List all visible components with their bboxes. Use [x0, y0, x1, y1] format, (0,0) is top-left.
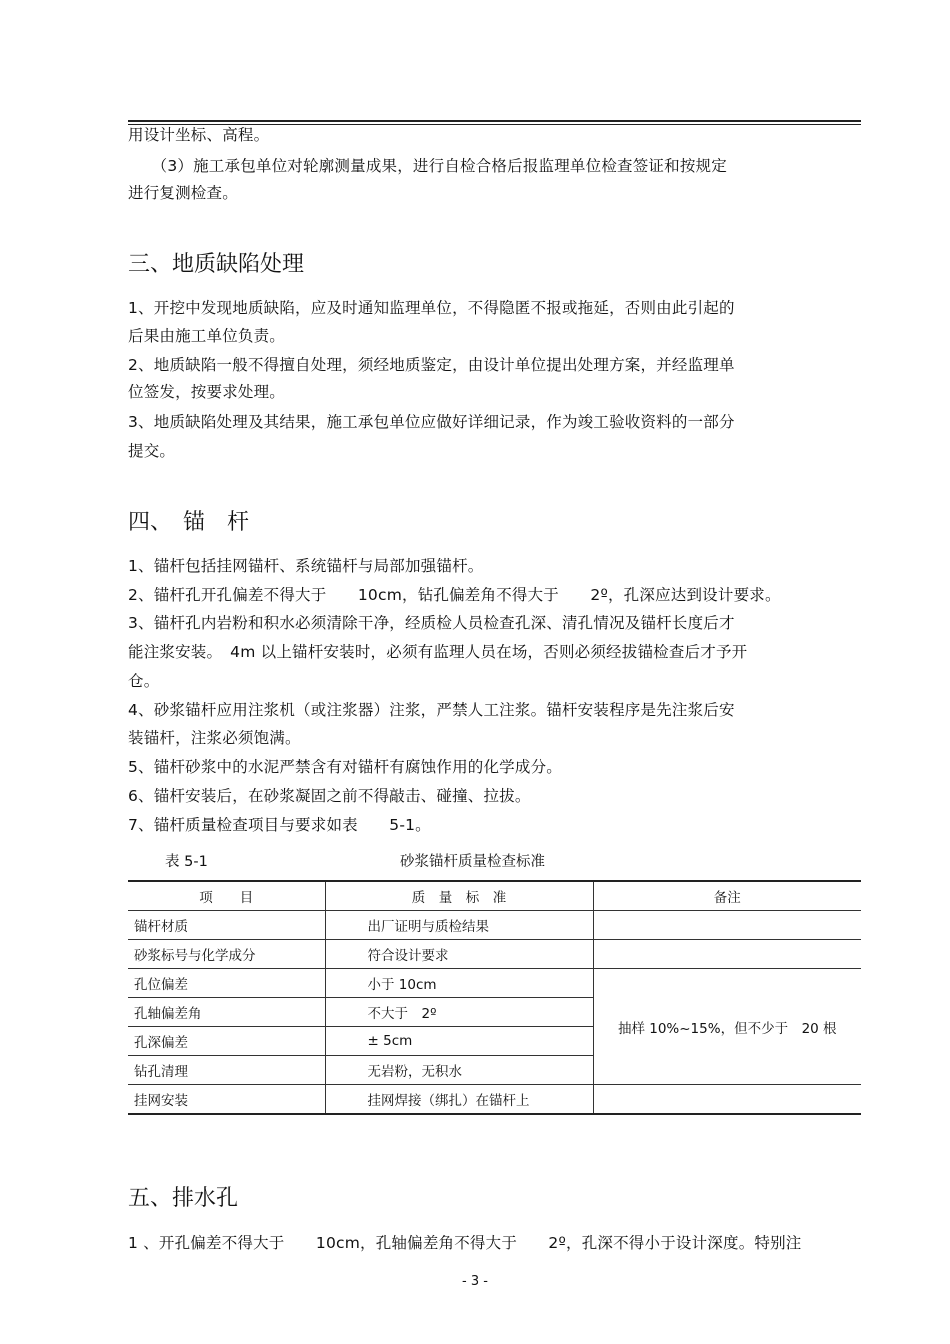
text-line: 仓。 — [128, 672, 160, 690]
text-line: 2、锚杆孔开孔偏差不得大于 10cm，钻孔偏差角不得大于 2º，孔深应达到设计要求。 — [128, 586, 781, 604]
table-caption: 砂浆锚杆质量检查标准 — [400, 854, 545, 870]
page-number: - 3 - — [462, 1274, 488, 1289]
text-line: 3、锚杆孔内岩粉和积水必须清除干净，经质检人员检查孔深、清孔情况及锚杆长度后才 — [128, 614, 735, 632]
table-row — [128, 1085, 861, 1115]
section-heading-4: 四、 锚 杆 — [128, 510, 250, 535]
column-header: 项 目 — [128, 881, 325, 911]
column-header: 质 量 标 准 — [325, 881, 593, 911]
text-line: 后果由施工单位负责。 — [128, 327, 286, 345]
table-cell: 不大于 2º — [325, 998, 593, 1027]
table-row — [128, 940, 861, 969]
section-heading-5: 五、排水孔 — [128, 1186, 239, 1211]
table-cell: 挂网焊接（绑扎）在锚杆上 — [325, 1085, 593, 1115]
table-cell: 无岩粉，无积水 — [325, 1056, 593, 1085]
table-row — [128, 911, 861, 940]
text-line: 7、锚杆质量检查项目与要求如表 5-1。 — [128, 816, 431, 834]
table-cell: 砂浆标号与化学成分 — [128, 940, 325, 969]
text-line: 2、地质缺陷一般不得擅自处理，须经地质鉴定，由设计单位提出处理方案，并经监理单 — [128, 356, 735, 374]
table-header-row — [128, 881, 861, 911]
table-cell: 小于 10cm — [325, 969, 593, 998]
text-line: 1 、开孔偏差不得大于 10cm，孔轴偏差角不得大于 2º，孔深不得小于设计深度。特别注 — [128, 1234, 802, 1252]
text-line: 进行复测检查。 — [128, 184, 238, 202]
table-label: 表 5-1 — [165, 854, 208, 870]
text-line: （3）施工承包单位对轮廓测量成果，进行自检合格后报监理单位检查签证和按规定 — [128, 157, 727, 175]
text-line: 6、锚杆安装后，在砂浆凝固之前不得敲击、碰撞、拉拔。 — [128, 787, 531, 805]
table-cell: 锚杆材质 — [128, 911, 325, 940]
table-cell: ± 5cm — [325, 1027, 593, 1056]
text-line: 提交。 — [128, 442, 176, 460]
text-line: 用设计坐标、高程。 — [128, 126, 270, 144]
table-cell-empty — [593, 940, 861, 969]
table-cell-empty — [593, 1085, 861, 1115]
table-cell: 符合设计要求 — [325, 940, 593, 969]
table-cell: 钻孔清理 — [128, 1056, 325, 1085]
text-line: 3、地质缺陷处理及其结果，施工承包单位应做好详细记录，作为竣工验收资料的一部分 — [128, 413, 735, 431]
table-cell: 孔位偏差 — [128, 969, 325, 998]
table-row — [128, 969, 861, 998]
text-line: 1、锚杆包括挂网锚杆、系统锚杆与局部加强锚杆。 — [128, 557, 484, 575]
header-rule-thick — [128, 120, 861, 122]
text-line: 装锚杆，注浆必须饱满。 — [128, 729, 301, 747]
text-line: 位签发，按要求处理。 — [128, 383, 286, 401]
table-cell-empty — [593, 911, 861, 940]
table-cell: 孔轴偏差角 — [128, 998, 325, 1027]
table-cell: 出厂证明与质检结果 — [325, 911, 593, 940]
table-cell: 孔深偏差 — [128, 1027, 325, 1056]
text-line: 1、开挖中发现地质缺陷，应及时通知监理单位，不得隐匿不报或拖延，否则由此引起的 — [128, 299, 735, 317]
text-line: 4、砂浆锚杆应用注浆机（或注浆器）注浆，严禁人工注浆。锚杆安装程序是先注浆后安 — [128, 701, 735, 719]
text-line: 能注浆安装。 4m 以上锚杆安装时，必须有监理人员在场，否则必须经拔锚检查后才予开 — [128, 643, 748, 661]
section-heading-3: 三、地质缺陷处理 — [128, 252, 305, 277]
table-note-cell: 抽样 10%~15%，但不少于 20 根 — [593, 969, 861, 1085]
table-cell: 挂网安装 — [128, 1085, 325, 1115]
text-line: 5、锚杆砂浆中的水泥严禁含有对锚杆有腐蚀作用的化学成分。 — [128, 758, 562, 776]
column-header: 备注 — [593, 881, 861, 911]
anchor-quality-table — [128, 880, 861, 1115]
